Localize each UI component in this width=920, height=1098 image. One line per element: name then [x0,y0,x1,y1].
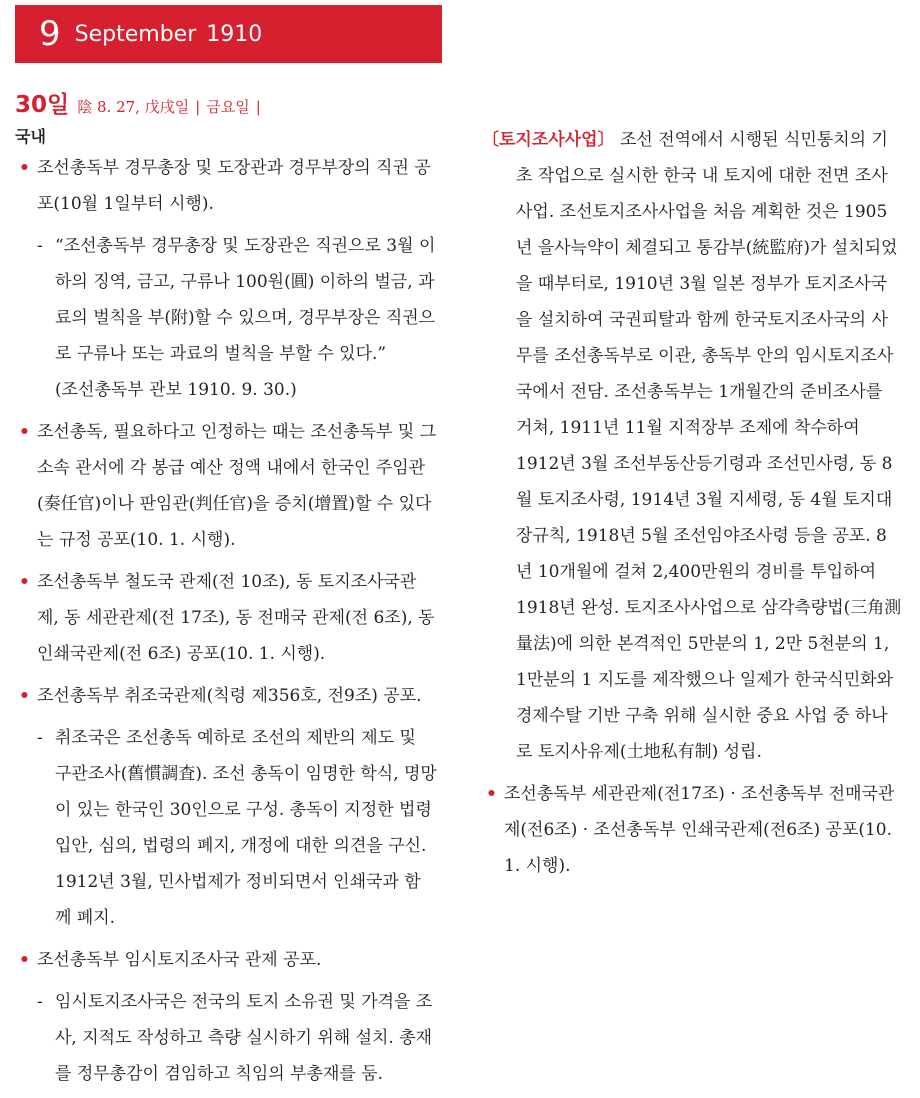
left-column [15,150,437,1098]
topic-heading: 〔토지조사사업〕 [482,130,615,150]
sub-item [15,720,437,936]
month-header [15,5,442,63]
topic-text: 조선 전역에서 시행된 식민통치의 기초 작업으로 실시한 한국 내 토지에 대한 전면 조사사업. 조선토지조사사업을 처음 계획한 것은 1905년 을사늑약이 체결되고 통감부(統監府)가 설치되었을 때부터로, 1910년 3월 일본 정부가 토지조사국을 설치하여 국권피탈과 함께 한국토지조사국의 사무를 조선총독부로 이관, 총독부 안의 임시토지조사국에서 전담. 조선총독부는 1개월간의 준비조사를 거쳐, 1911년 11월 지적장부 조제에 착수하여 1912년 3월 조선부동산등기령과 조선민사령, 동 8월 토지조사령, 1914년 3월 지세령, 동 4월 토지대장규칙, 1918년 5월 조선임야조사령 등을 공포. 8년 10개월에 걸쳐 2,400만원의 경비를 투입하여 1918년 완성. 토지조사사업으로 삼각측량법(三角測量法)에 의한 본격적인 5만분의 1, 2만 5천분의 1, 1만분의 1 지도를 제작했으나 일제가 한국식민화와 경제수탈 기반 구축 위해 실시한 중요 사업 중 하나로 토지사유제(土地私有制) 성립. [516,130,902,762]
item-text: 조선총독부 취조국관제(칙령 제356호, 전9조) 공포. [37,686,422,706]
list-item [15,564,437,672]
weekday: 금요일 [206,98,250,116]
list-item [15,414,437,558]
item-text: 조선총독부 철도국 관제(전 10조), 동 토지조사국관제, 동 세관관제(전 17조), 동 전매국 관제(전 6조), 동 인쇄국관제(전 6조) 공포(10. 1. 시행). [37,572,435,664]
header-month-name: September [74,21,197,47]
section-label: 국내 [15,127,46,146]
header-year: 1910 [206,21,263,47]
bullet-icon: • [486,784,497,804]
right-column [482,122,902,890]
list-item [15,150,437,222]
bullet-icon: • [19,572,30,592]
day-number: 30일 [15,92,70,118]
item-text: 조선총독부 경무총장 및 도장관과 경무부장의 직권 공포(10월 1일부터 시행). [37,158,431,214]
sub-item [15,984,437,1092]
bullet-icon: • [19,950,30,970]
dash-icon: - [37,236,43,256]
sub-item-text: 취조국은 조선총독 예하로 조선의 제반의 제도 및 구관조사(舊慣調査). 조선 총독이 임명한 학식, 명망이 있는 한국인 30인으로 구성. 총독이 지정한 법령 입안, 심의, 법령의 폐지, 개정에 대한 의견을 구신. 1912년 3월, 민사법제가 정비되면서 인쇄국과 함께 폐지. [55,728,437,928]
item-text: 조선총독부 임시토지조사국 관제 공포. [37,950,322,970]
item-text: 조선총독, 필요하다고 인정하는 때는 조선총독부 및 그 소속 관서에 각 봉급 예산 정액 내에서 한국인 주임관(奏任官)이나 판임관(判任官)을 증치(增置)할 수 있다는 규정 공포(10. 1. 시행). [37,422,437,550]
list-item [482,776,902,884]
separator: | [195,98,201,116]
sub-item-note: (조선총독부 관보 1910. 9. 30.) [55,380,297,400]
sub-item [15,228,437,408]
sub-item-text: 임시토지조사국은 전국의 토지 소유권 및 가격을 조사, 지적도 작성하고 측량 실시하기 위해 설치. 총재를 정무총감이 겸임하고 칙임의 부총재를 둠. [55,992,433,1084]
list-item [15,678,437,714]
bullet-icon: • [19,422,30,442]
list-item [15,942,437,978]
bullet-icon: • [19,686,30,706]
header-month-number: 9 [39,14,61,54]
bullet-icon: • [19,158,30,178]
item-text: 조선총독부 세관관제(전17조) · 조선총독부 전매국관제(전6조) · 조선총독부 인쇄국관제(전6조) 공포(10. 1. 시행). [504,784,895,876]
sub-item-text: “조선총독부 경무총장 및 도장관은 직권으로 3월 이하의 징역, 금고, 구류나 100원(圓) 이하의 벌금, 과료의 벌칙을 부(附)할 수 있으며, 경무부장은 직권으로 구류나 또는 과료의 벌칙을 부할 수 있다.” [55,236,436,364]
topic-entry [482,122,902,770]
dash-icon: - [37,992,43,1012]
separator: | [255,98,261,116]
lunar-date: 陰 8. 27, 戊戌일 [77,98,190,116]
date-line [15,86,445,118]
dash-icon: - [37,728,43,748]
